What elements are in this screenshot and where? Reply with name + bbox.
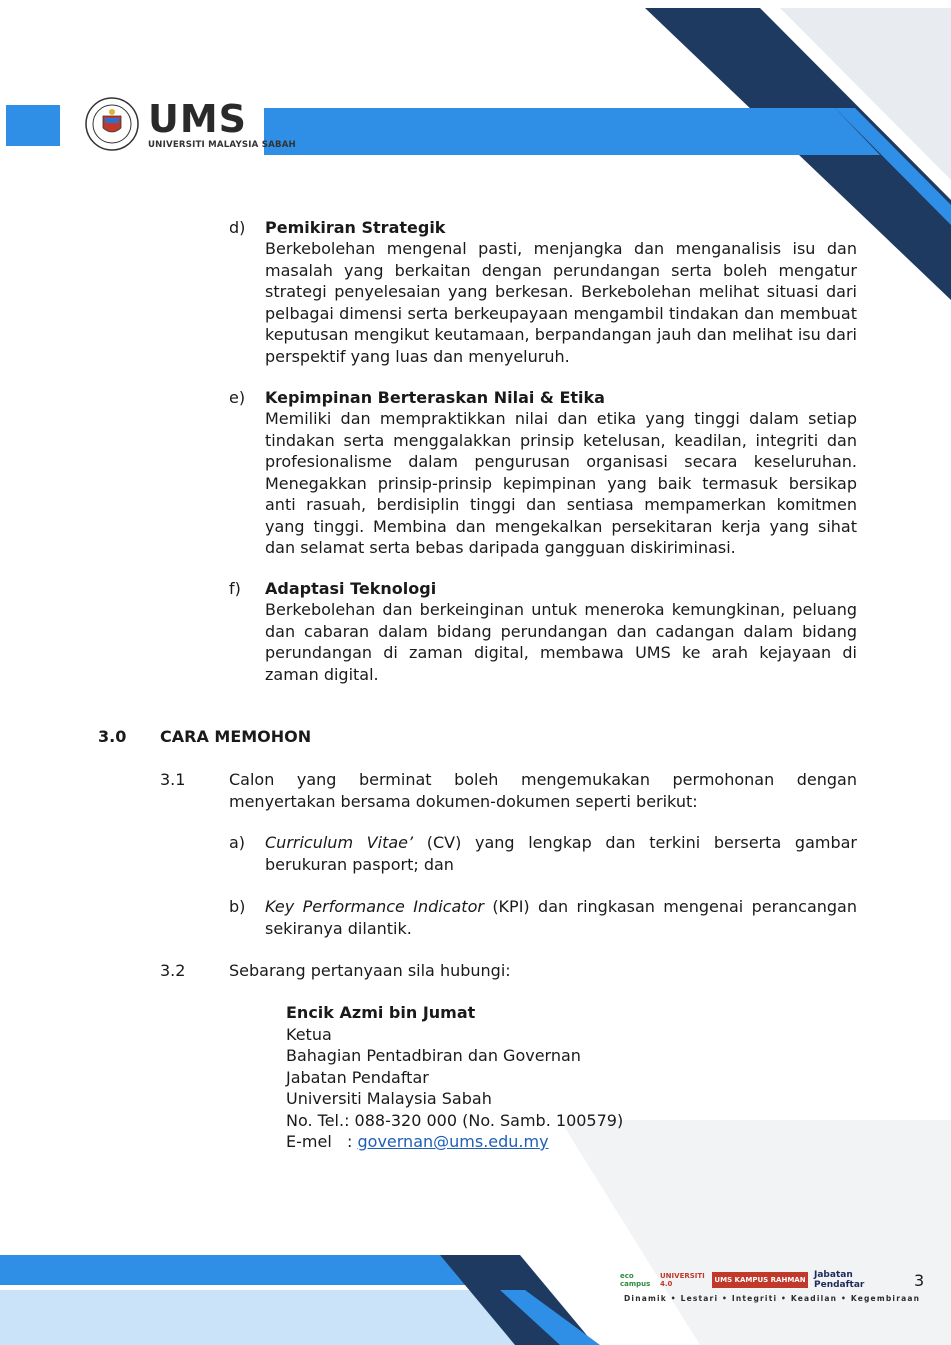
document-a-italic: Curriculum Vitae’ <box>265 833 414 852</box>
contact-name: Encik Azmi bin Jumat <box>286 1003 476 1022</box>
contact-email-link[interactable]: governan@ums.edu.my <box>357 1132 549 1151</box>
document-a-text <box>265 832 857 875</box>
item-d-body: Berkebolehan mengenal pasti, menjangka dan menganalisis isu dan masalah yang berkaitan dengan perundangan serta boleh mengatur strategi penyelesaian yang berkesan. Berkebolehan melihat situasi dari pelbagai dimensi serta berkeupayaan mengambil tindakan dan membuat keputusan mengikut keutamaan, berpandangan jauh dan melihat isu dari perspektif yang luas dan menyeluruh. <box>265 239 857 366</box>
contact-university: Universiti Malaysia Sabah <box>286 1089 492 1108</box>
subsection-3-2-number: 3.2 <box>160 961 186 980</box>
ums-logo <box>84 94 296 154</box>
footer-blue-band <box>0 1255 480 1285</box>
section-3-title: CARA MEMOHON <box>160 727 312 746</box>
item-e-label: e) <box>229 388 246 407</box>
document-b-text <box>265 896 857 939</box>
contact-email-line <box>286 1131 846 1153</box>
contact-block <box>286 1002 846 1153</box>
footer-logos <box>620 1270 885 1290</box>
document-b-rest: (KPI) dan ringkasan mengenai perancangan sekiranya dilantik. <box>265 897 857 938</box>
document-a-rest: (CV) yang lengkap dan terkini berserta gambar berukuran pasport; dan <box>265 833 857 874</box>
document-b-italic: Key Performance Indicator <box>265 897 484 916</box>
page-number: 3 <box>914 1271 925 1290</box>
item-e-title: Kepimpinan Berteraskan Nilai & Etika <box>265 388 605 407</box>
university-seal-icon <box>84 96 140 152</box>
footer-logo-eco-campus: eco campus <box>620 1272 651 1288</box>
document-a-label: a) <box>229 833 246 852</box>
subsection-3-1-text: Calon yang berminat boleh mengemukakan permohonan dengan menyertakan bersama dokumen-dokumen seperti berikut: <box>229 770 857 811</box>
header-blue-band <box>264 108 880 155</box>
subsection-3-2-text: Sebarang pertanyaan sila hubungi: <box>229 961 511 980</box>
item-d-title: Pemikiran Strategik <box>265 218 446 237</box>
footer-logo-jabatan-pendaftar: Jabatan Pendaftar <box>814 1270 865 1290</box>
logo-wordmark: UMS <box>148 96 248 141</box>
item-d-label: d) <box>229 218 246 237</box>
section-3-number: 3.0 <box>98 727 127 746</box>
item-f-label: f) <box>229 579 241 598</box>
item-f-body: Berkebolehan dan berkeinginan untuk meneroka kemungkinan, peluang dan cabaran dalam bidang perundangan dan cadangan dalam bidang perundangan di zaman digital, membawa UMS ke arah kejayaan di zaman digital. <box>265 600 857 684</box>
item-e-body: Memiliki dan mempraktikkan nilai dan etika yang tinggi dalam setiap tindakan serta menggalakkan prinsip ketelusan, keadilan, integriti dan profesionalisme dalam pengurusan organisasi secara keseluruhan. Menegakkan prinsip-prinsip kepimpinan yang baik termasuk bersikap anti rasuah, berdisiplin tinggi dan sentiasa mempamerkan komitmen yang tinggi. Membina dan mengekalkan persekitaran kerja yang sihat dan selamat serta bebas daripada gangguan diskiriminasi. <box>265 409 857 557</box>
logo-subtitle: UNIVERSITI MALAYSIA SABAH <box>148 139 296 150</box>
header-blue-left <box>6 105 60 146</box>
contact-position: Ketua <box>286 1024 332 1044</box>
footer-tagline: Dinamik • Lestari • Integriti • Keadilan • Kegembiraan <box>624 1294 921 1303</box>
contact-email-label: E-mel : <box>286 1132 358 1151</box>
footer-grey-wash <box>560 1120 951 1345</box>
contact-department: Jabatan Pendaftar <box>286 1067 429 1087</box>
footer-logo-universiti-4-0: UNIVERSITI 4.0 <box>660 1272 705 1288</box>
footer-logo-kampus-rahman: UMS KAMPUS RAHMAN <box>712 1272 808 1288</box>
subsection-3-1-number: 3.1 <box>160 770 186 789</box>
contact-division: Bahagian Pentadbiran dan Governan <box>286 1046 581 1065</box>
document-b-label: b) <box>229 897 246 916</box>
item-f-title: Adaptasi Teknologi <box>265 579 437 598</box>
contact-phone: No. Tel.: 088-320 000 (No. Samb. 100579) <box>286 1110 624 1130</box>
